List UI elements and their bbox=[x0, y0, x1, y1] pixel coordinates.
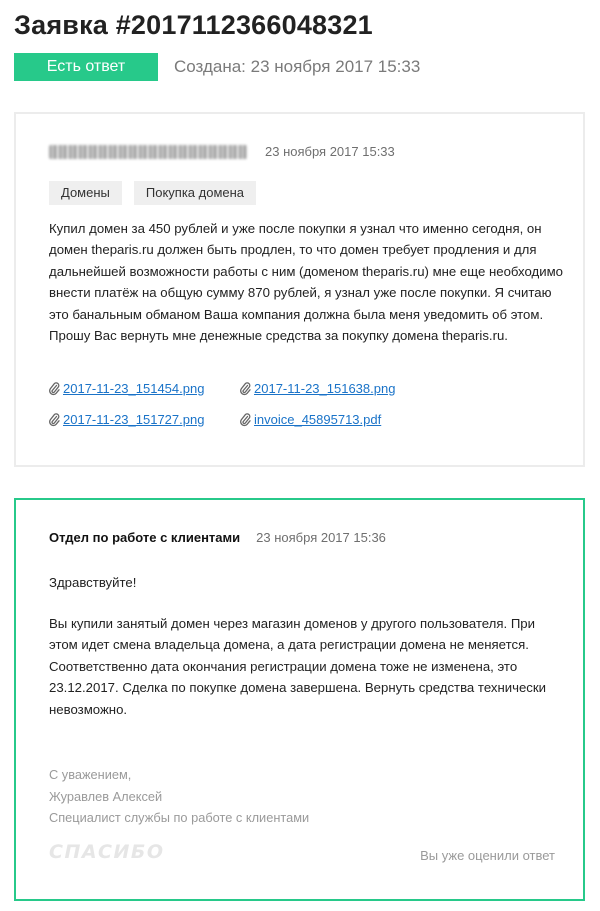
page-title: Заявка #2017112366048321 bbox=[14, 10, 373, 40]
thanks-logo: СПАСИБО bbox=[49, 841, 165, 863]
signature-line: Журавлев Алексей bbox=[49, 788, 163, 804]
paperclip-icon bbox=[49, 382, 60, 396]
reply-signature bbox=[49, 764, 309, 829]
tag-domain-purchase: Покупка домена bbox=[134, 181, 256, 205]
reply-greeting: Здравствуйте! bbox=[49, 575, 137, 590]
attachment-link[interactable]: 2017-11-23_151454.png bbox=[63, 381, 205, 396]
reply-body bbox=[49, 613, 564, 720]
request-paragraph: Купил домен за 450 рублей и уже после покупки я узнал что именно сегодня, он домен theparis.ru должен быть продлен, то что домен требует продления и для дальнейшей возможности работы с ним (доменом theparis.ru) мне еще необходимо внести платёж на общую сумму 870 рублей, я узнал уже после покупки. Я считаю это банальным обманом Ваша компания должна была меня уведомить об этом. bbox=[49, 221, 563, 322]
reply-message bbox=[14, 498, 585, 901]
paperclip-icon bbox=[240, 382, 251, 396]
attachment-link[interactable]: 2017-11-23_151638.png bbox=[254, 381, 396, 396]
request-paragraph: Прошу Вас вернуть мне денежные средства за покупку домена theparis.ru. bbox=[49, 328, 508, 344]
attachment-item[interactable] bbox=[240, 378, 431, 399]
request-meta bbox=[49, 144, 395, 159]
request-date: 23 ноября 2017 15:33 bbox=[265, 144, 395, 159]
status-badge: Есть ответ bbox=[14, 53, 158, 81]
tag-domains: Домены bbox=[49, 181, 122, 205]
rated-status: Вы уже оценили ответ bbox=[420, 848, 555, 863]
reply-date: 23 ноября 2017 15:36 bbox=[256, 530, 386, 545]
attachment-link[interactable]: invoice_45895713.pdf bbox=[254, 412, 382, 427]
created-date: Создана: 23 ноября 2017 15:33 bbox=[174, 57, 421, 76]
paperclip-icon bbox=[49, 413, 60, 427]
paperclip-icon bbox=[240, 413, 251, 427]
request-body bbox=[49, 218, 569, 346]
author-email-redacted bbox=[49, 145, 247, 159]
reply-meta bbox=[49, 530, 386, 545]
signature-line: С уважением, bbox=[49, 767, 132, 782]
reply-author: Отдел по работе с клиентами bbox=[49, 530, 241, 545]
attachment-list bbox=[49, 378, 569, 430]
attachment-link[interactable]: 2017-11-23_151727.png bbox=[63, 412, 205, 427]
tag-list bbox=[49, 181, 268, 205]
attachment-item[interactable] bbox=[240, 409, 431, 430]
request-message bbox=[14, 112, 585, 467]
signature-line: Специалист службы по работе с клиентами bbox=[49, 810, 310, 826]
status-row bbox=[14, 53, 420, 81]
attachment-item[interactable] bbox=[49, 409, 240, 430]
attachment-item[interactable] bbox=[49, 378, 240, 399]
reply-paragraph: Вы купили занятый домен через магазин доменов у другого пользователя. При этом идет смена владельца домена, а дата регистрации домена не меняется. Соответственно дата окончания регистрации домена тоже не изменена, это 23.12.2017. Сделка по покупке домена завершена. Вернуть средства технически невозможно. bbox=[49, 616, 547, 717]
